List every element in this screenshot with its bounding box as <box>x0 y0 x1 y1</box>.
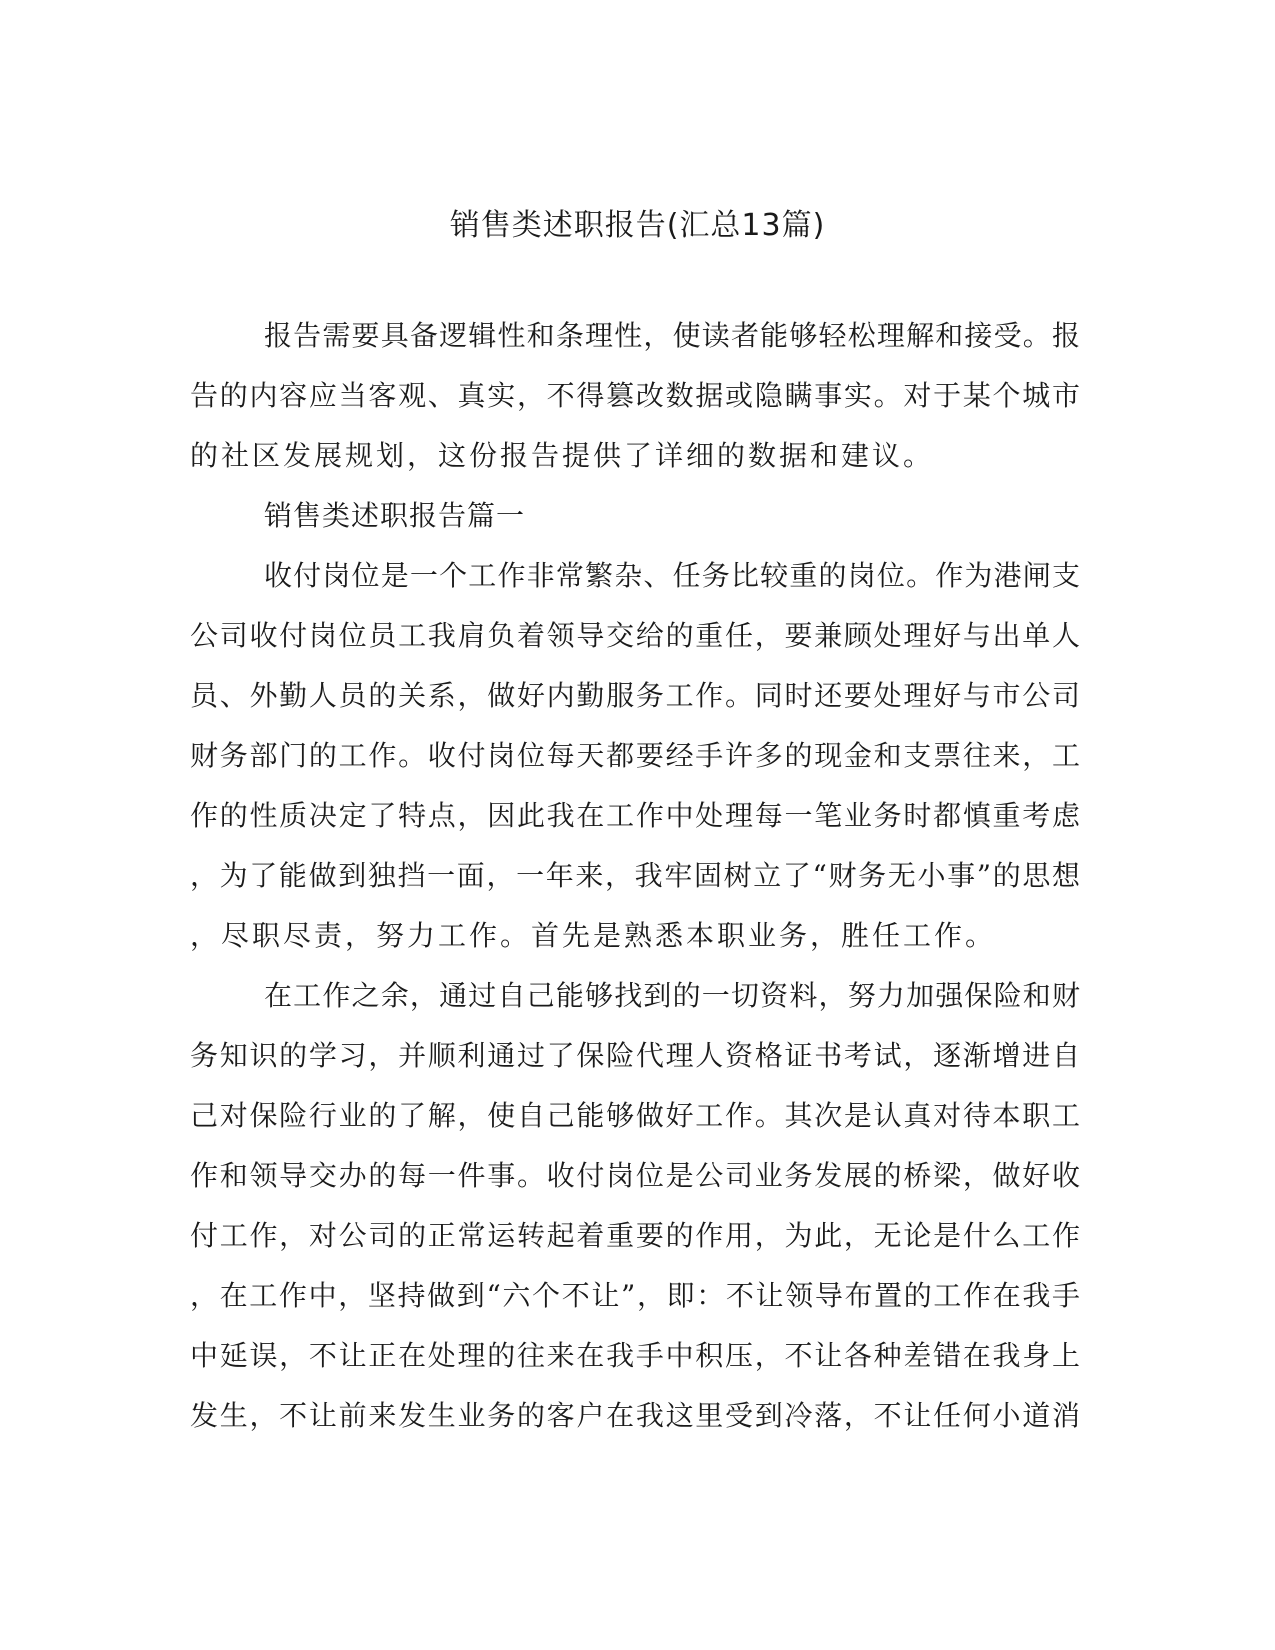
paragraph-line: 的社区发展规划，这份报告提供了详细的数据和建议。 <box>190 439 935 472</box>
paragraph-line: 公司收付岗位员工我肩负着领导交给的重任，要兼顾处理好与出单人 <box>190 619 1080 652</box>
paragraph-line: 作和领导交办的每一件事。收付岗位是公司业务发展的桥梁，做好收 <box>190 1159 1080 1192</box>
paragraph-line: ，在工作中，坚持做到“六个不让”，即：不让领导布置的工作在我手 <box>190 1279 1080 1312</box>
section-heading: 销售类述职报告篇一 <box>264 499 526 532</box>
paragraph-line: 中延误，不让正在处理的往来在我手中积压，不让各种差错在我身上 <box>190 1339 1080 1372</box>
paragraph-line: 财务部门的工作。收付岗位每天都要经手许多的现金和支票往来，工 <box>190 739 1080 772</box>
paragraph-line: 告的内容应当客观、真实，不得篡改数据或隐瞒事实。对于某个城市 <box>190 379 1080 412</box>
paragraph-line: 务知识的学习，并顺利通过了保险代理人资格证书考试，逐渐增进自 <box>190 1039 1080 1072</box>
paragraph-line: 报告需要具备逻辑性和条理性，使读者能够轻松理解和接受。报 <box>264 319 1080 352</box>
paragraph-line: ，为了能做到独挡一面，一年来，我牢固树立了“财务无小事”的思想 <box>190 859 1080 892</box>
paragraph-line: 作的性质决定了特点，因此我在工作中处理每一笔业务时都慎重考虑 <box>190 799 1080 832</box>
paragraph-line: 付工作，对公司的正常运转起着重要的作用，为此，无论是什么工作 <box>190 1219 1080 1252</box>
paragraph-line: 发生，不让前来发生业务的客户在我这里受到冷落，不让任何小道消 <box>190 1399 1080 1432</box>
paragraph-line: 收付岗位是一个工作非常繁杂、任务比较重的岗位。作为港闸支 <box>264 559 1080 592</box>
paragraph-line: 己对保险行业的了解，使自己能够做好工作。其次是认真对待本职工 <box>190 1099 1080 1132</box>
paragraph-line: 在工作之余，通过自己能够找到的一切资料，努力加强保险和财 <box>264 979 1080 1012</box>
document-title: 销售类述职报告(汇总13篇) <box>449 208 826 243</box>
paragraph-line: 员、外勤人员的关系，做好内勤服务工作。同时还要处理好与市公司 <box>190 679 1080 712</box>
paragraph-line: ，尽职尽责，努力工作。首先是熟悉本职业务，胜任工作。 <box>190 919 997 952</box>
